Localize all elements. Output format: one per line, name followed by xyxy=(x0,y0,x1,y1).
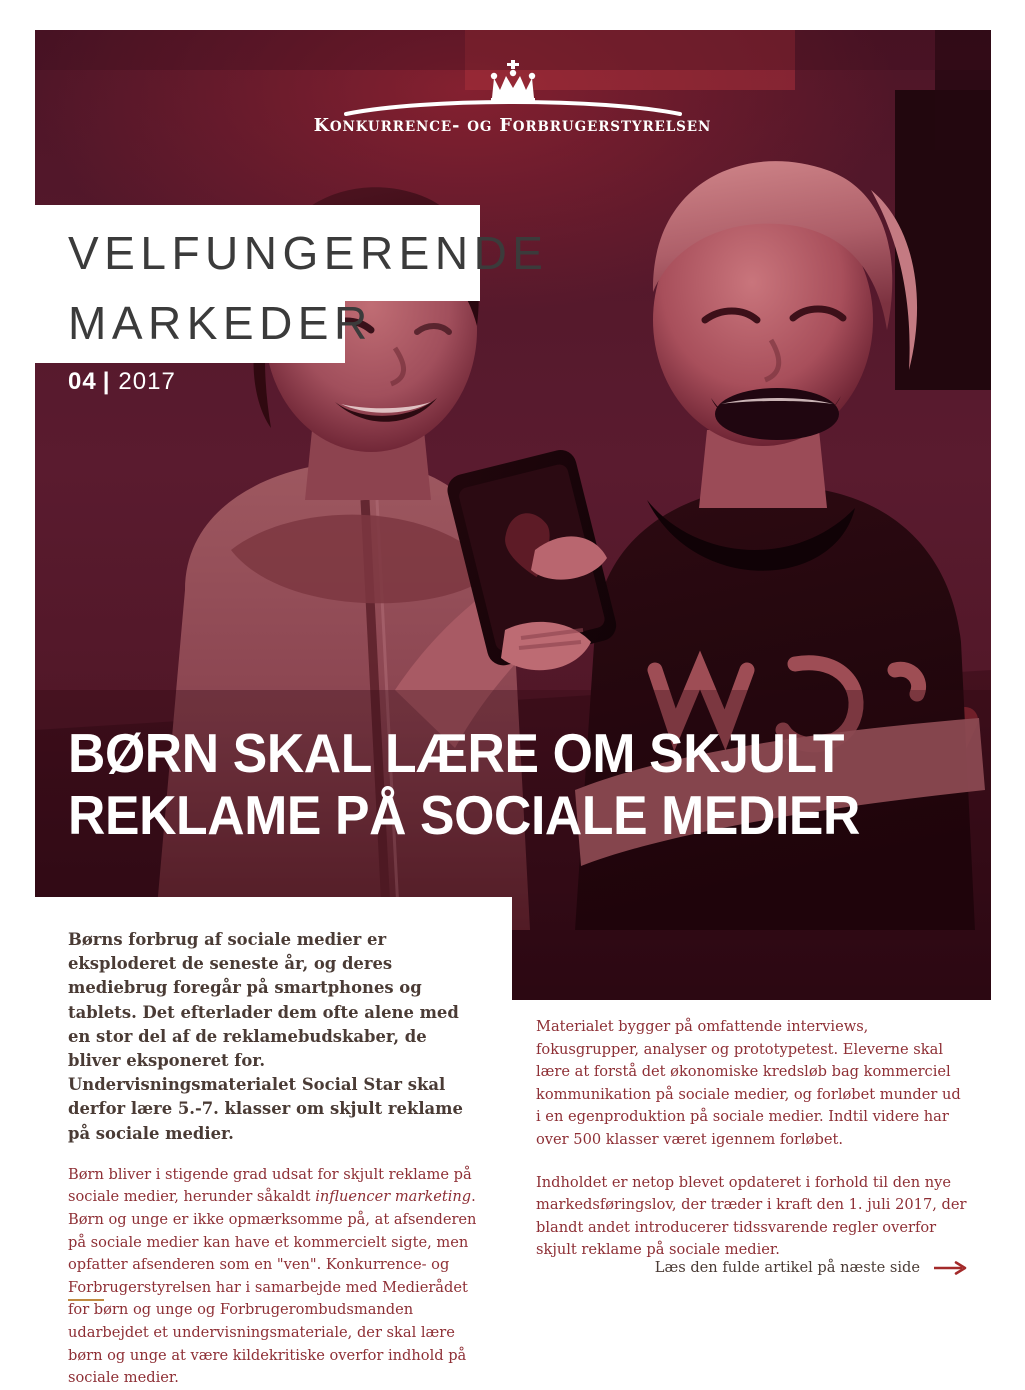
right-body-paragraph-1: Materialet bygger på omfattende interviews, fokusgrupper, analyser og prototypetest. Eleverne skal lære at forstå det økonomiske kredsløb bag kommerciel kommunikation på sociale medier, og forløbet munder ud i en egenproduktion på sociale medier. Indtil videre har over 500 klasser været igennem forløbet. xyxy=(536,1018,961,1148)
magazine-title-line2: MARKEDER xyxy=(68,297,373,349)
headline-line1: BØRN SKAL LÆRE OM SKJULT xyxy=(68,722,845,784)
issue-label xyxy=(68,368,176,396)
left-body-text: Børn bliver i stigende grad udsat for skjult reklame på sociale medier, herunder såkaldt influencer marketing. Børn og unge er ikke opmærksomme på, at afsenderen på sociale medier kan have et kommercielt sigte, men opfatter afsenderen som en "ven". Konkurrence- og Forbrugerstyrelsen har i samarbejde med Medierådet for børn og unge og Forbrugerombudsmanden udarbejdet et undervisningsmateriale, der skal lære børn og unge at være kildekritiske overfor indhold på sociale medier. xyxy=(68,1165,477,1387)
read-more-link[interactable] xyxy=(536,1259,968,1276)
issue-year: 2017 xyxy=(118,368,176,395)
headline-line2: REKLAME PÅ SOCIALE MEDIER xyxy=(68,784,861,846)
issue-number: 04 xyxy=(68,368,97,395)
left-body-paragraph-1 xyxy=(68,1164,480,1390)
hero-photo xyxy=(35,30,991,1000)
publisher-name: KONKURRENCE- OG FORBRUGERSTYRELSEN xyxy=(313,116,712,136)
right-column xyxy=(536,1016,968,1262)
arrow-right-icon xyxy=(934,1261,968,1275)
magazine-title xyxy=(68,218,548,358)
article-headline xyxy=(68,722,933,846)
left-column xyxy=(68,928,480,1390)
lead-paragraph: Børns forbrug af sociale medier er eksploderet de seneste år, og deres mediebrug foregår på smartphones og tablets. Det efterlader dem ofte alene med en stor del af de reklamebudskaber, de bliver eksponeret for. Undervisningsmaterialet Social Star skal derfor lære 5.-7. klasser om skjult reklame på sociale medier. xyxy=(68,930,463,1143)
issue-separator: | xyxy=(102,368,111,395)
read-more-label: Læs den fulde artikel på næste side xyxy=(654,1259,920,1276)
right-body-paragraph-2: Indholdet er netop blevet opdateret i forhold til den nye markedsføringslov, der træder i kraft den 1. juli 2017, der blandt andet introducerer tidssvarende regler overfor skjult reklame på sociale medier. xyxy=(536,1173,967,1259)
magazine-title-line1: VELFUNGERENDE xyxy=(68,227,549,279)
footer-accent-rule xyxy=(68,1299,104,1301)
